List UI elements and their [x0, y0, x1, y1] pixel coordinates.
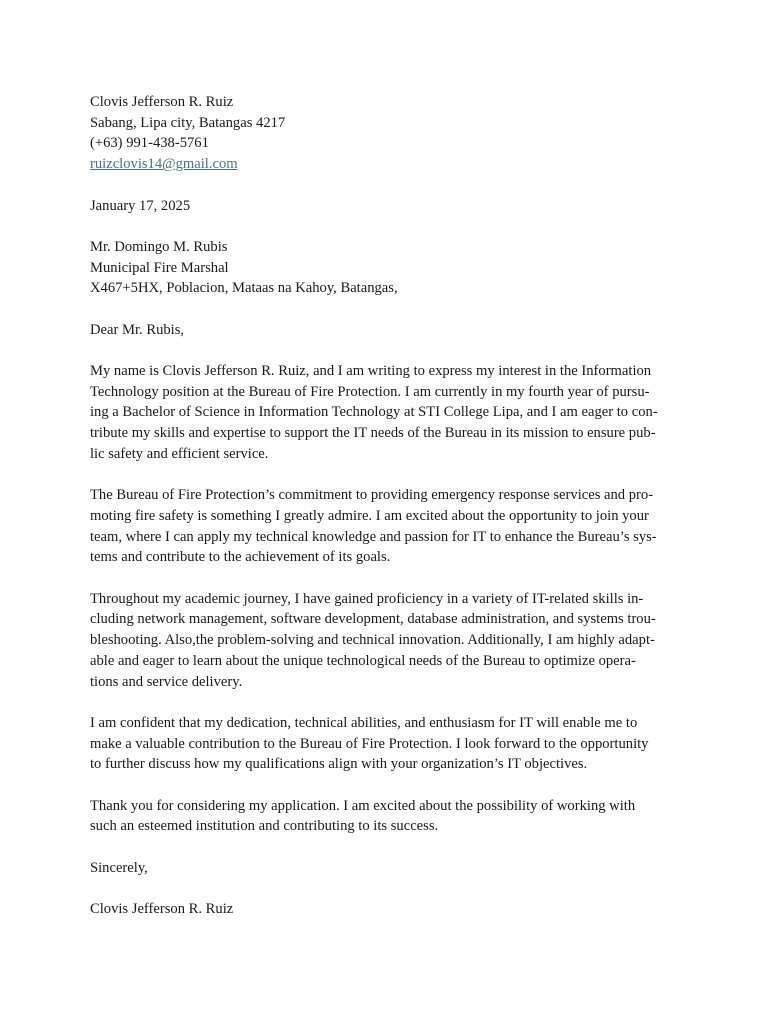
paragraph-line: bleshooting. Also,the problem-solving and technical innovation. Additionally, I am highly adapt-: [90, 632, 655, 649]
paragraph-line: to further discuss how my qualifications align with your organization’s IT objectives.: [90, 756, 588, 773]
signature-name: Clovis Jefferson R. Ruiz: [90, 901, 234, 918]
body-paragraph-3: [90, 589, 680, 693]
letter-body: [90, 361, 680, 837]
paragraph-line: Thank you for considering my application. I am excited about the possibility of working with: [90, 797, 636, 814]
closing-text: Sincerely,: [90, 859, 148, 876]
paragraph-line: moting fire safety is something I greatly admire. I am excited about the opportunity to join your: [90, 507, 649, 524]
paragraph-line: make a valuable contribution to the Bureau of Fire Protection. I look forward to the opportunity: [90, 735, 649, 752]
salutation-text: Dear Mr. Rubis,: [90, 321, 185, 338]
closing: [90, 858, 680, 879]
sender-block: [90, 92, 680, 175]
paragraph-line: tribute my skills and expertise to support the IT needs of the Bureau in its mission to ensure pub-: [90, 425, 656, 442]
paragraph-line: My name is Clovis Jefferson R. Ruiz, and I am writing to express my interest in the Information: [90, 363, 652, 380]
paragraph-line: Throughout my academic journey, I have gained proficiency in a variety of IT-related skills in-: [90, 590, 644, 607]
salutation: [90, 320, 680, 341]
sender-name: Clovis Jefferson R. Ruiz: [90, 94, 234, 110]
recipient-title: Municipal Fire Marshal: [90, 259, 229, 276]
paragraph-line: team, where I can apply my technical knowledge and passion for IT to enhance the Bureau’s sys-: [90, 528, 657, 545]
sender-email-link[interactable]: ruizclovis14@gmail.com: [90, 156, 238, 173]
recipient-block: [90, 237, 680, 299]
paragraph-line: ing a Bachelor of Science in Information Technology at STI College Lipa, and I am eager to con-: [90, 404, 658, 421]
recipient-address: X467+5HX, Poblacion, Mataas na Kahoy, Batangas,: [90, 280, 398, 297]
body-paragraph-2: [90, 485, 680, 568]
sender-address: Sabang, Lipa city, Batangas 4217: [90, 114, 286, 131]
paragraph-line: such an esteemed institution and contributing to its success.: [90, 818, 439, 835]
body-paragraph-5: [90, 796, 680, 837]
letter-date: [90, 196, 680, 217]
paragraph-line: cluding network management, software development, database administration, and systems trou-: [90, 611, 656, 628]
cover-letter: [90, 92, 680, 941]
paragraph-line: Technology position at the Bureau of Fire Protection. I am currently in my fourth year of pursu-: [90, 383, 650, 400]
paragraph-line: I am confident that my dedication, technical abilities, and enthusiasm for IT will enable me to: [90, 714, 638, 731]
paragraph-line: able and eager to learn about the unique technological needs of the Bureau to optimize opera-: [90, 652, 636, 669]
recipient-name: Mr. Domingo M. Rubis: [90, 238, 228, 255]
paragraph-line: lic safety and efficient service.: [90, 445, 269, 462]
paragraph-line: tions and service delivery.: [90, 673, 243, 690]
paragraph-line: tems and contribute to the achievement of its goals.: [90, 549, 391, 566]
body-paragraph-4: [90, 713, 680, 775]
body-paragraph-1: [90, 361, 680, 465]
date-text: January 17, 2025: [90, 197, 191, 214]
signature-block: [90, 899, 680, 920]
sender-phone: (+63) 991-438-5761: [90, 135, 209, 152]
paragraph-line: The Bureau of Fire Protection’s commitment to providing emergency response services and pro-: [90, 487, 654, 504]
